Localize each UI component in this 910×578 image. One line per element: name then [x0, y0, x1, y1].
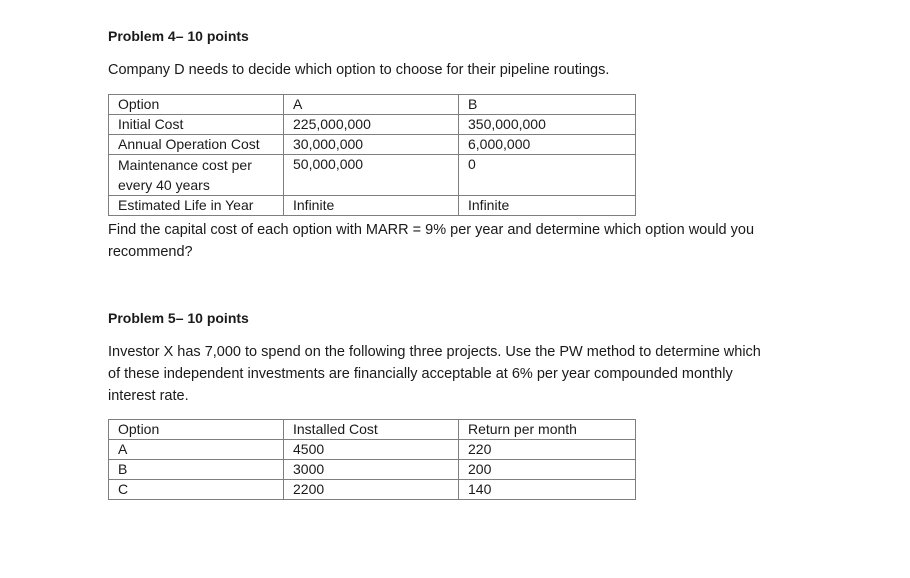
row-label: Estimated Life in Year — [109, 196, 284, 216]
cell-value: 220 — [459, 440, 636, 460]
problem-4-heading: Problem 4– 10 points — [108, 28, 249, 44]
header-cell-a: A — [284, 95, 459, 115]
table-row — [109, 460, 636, 480]
table-row — [109, 115, 636, 135]
header-cell-b: B — [459, 95, 636, 115]
row-label: Initial Cost — [109, 115, 284, 135]
problem-5-intro-line-1: Investor X has 7,000 to spend on the following three projects. Use the PW method to determine which — [108, 344, 761, 360]
header-cell-option: Option — [109, 420, 284, 440]
cell-value: 3000 — [284, 460, 459, 480]
cell-value: 350,000,000 — [459, 115, 636, 135]
cell-value: 2200 — [284, 480, 459, 500]
cell-value: 50,000,000 — [284, 155, 459, 196]
table-header-row — [109, 420, 636, 440]
problem-5-table — [108, 419, 636, 500]
row-label: C — [109, 480, 284, 500]
problem-5-intro-line-3: interest rate. — [108, 388, 189, 404]
problem-4-intro: Company D needs to decide which option to choose for their pipeline routings. — [108, 62, 610, 78]
row-label: Maintenance cost per every 40 years — [109, 155, 284, 196]
cell-value: 140 — [459, 480, 636, 500]
table-row — [109, 155, 636, 196]
table-row — [109, 440, 636, 460]
header-cell-option: Option — [109, 95, 284, 115]
cell-value: 6,000,000 — [459, 135, 636, 155]
cell-value: 4500 — [284, 440, 459, 460]
table-header-row — [109, 95, 636, 115]
problem-4-question-line-1: Find the capital cost of each option with MARR = 9% per year and determine which option would you — [108, 222, 755, 238]
row-label: A — [109, 440, 284, 460]
cell-value: Infinite — [284, 196, 459, 216]
problem-5-intro-line-2: of these independent investments are financially acceptable at 6% per year compounded monthly — [108, 366, 733, 382]
table-row — [109, 480, 636, 500]
header-cell-installed-cost: Installed Cost — [284, 420, 459, 440]
row-label: B — [109, 460, 284, 480]
problem-4-table — [108, 94, 636, 216]
cell-value: Infinite — [459, 196, 636, 216]
problem-5-heading: Problem 5– 10 points — [108, 310, 249, 326]
cell-value: 0 — [459, 155, 636, 196]
cell-value: 30,000,000 — [284, 135, 459, 155]
cell-value: 200 — [459, 460, 636, 480]
row-label: Annual Operation Cost — [109, 135, 284, 155]
table-row — [109, 196, 636, 216]
header-cell-return-per-month: Return per month — [459, 420, 636, 440]
table-row — [109, 135, 636, 155]
problem-4-question-line-2: recommend? — [108, 244, 193, 260]
cell-value: 225,000,000 — [284, 115, 459, 135]
